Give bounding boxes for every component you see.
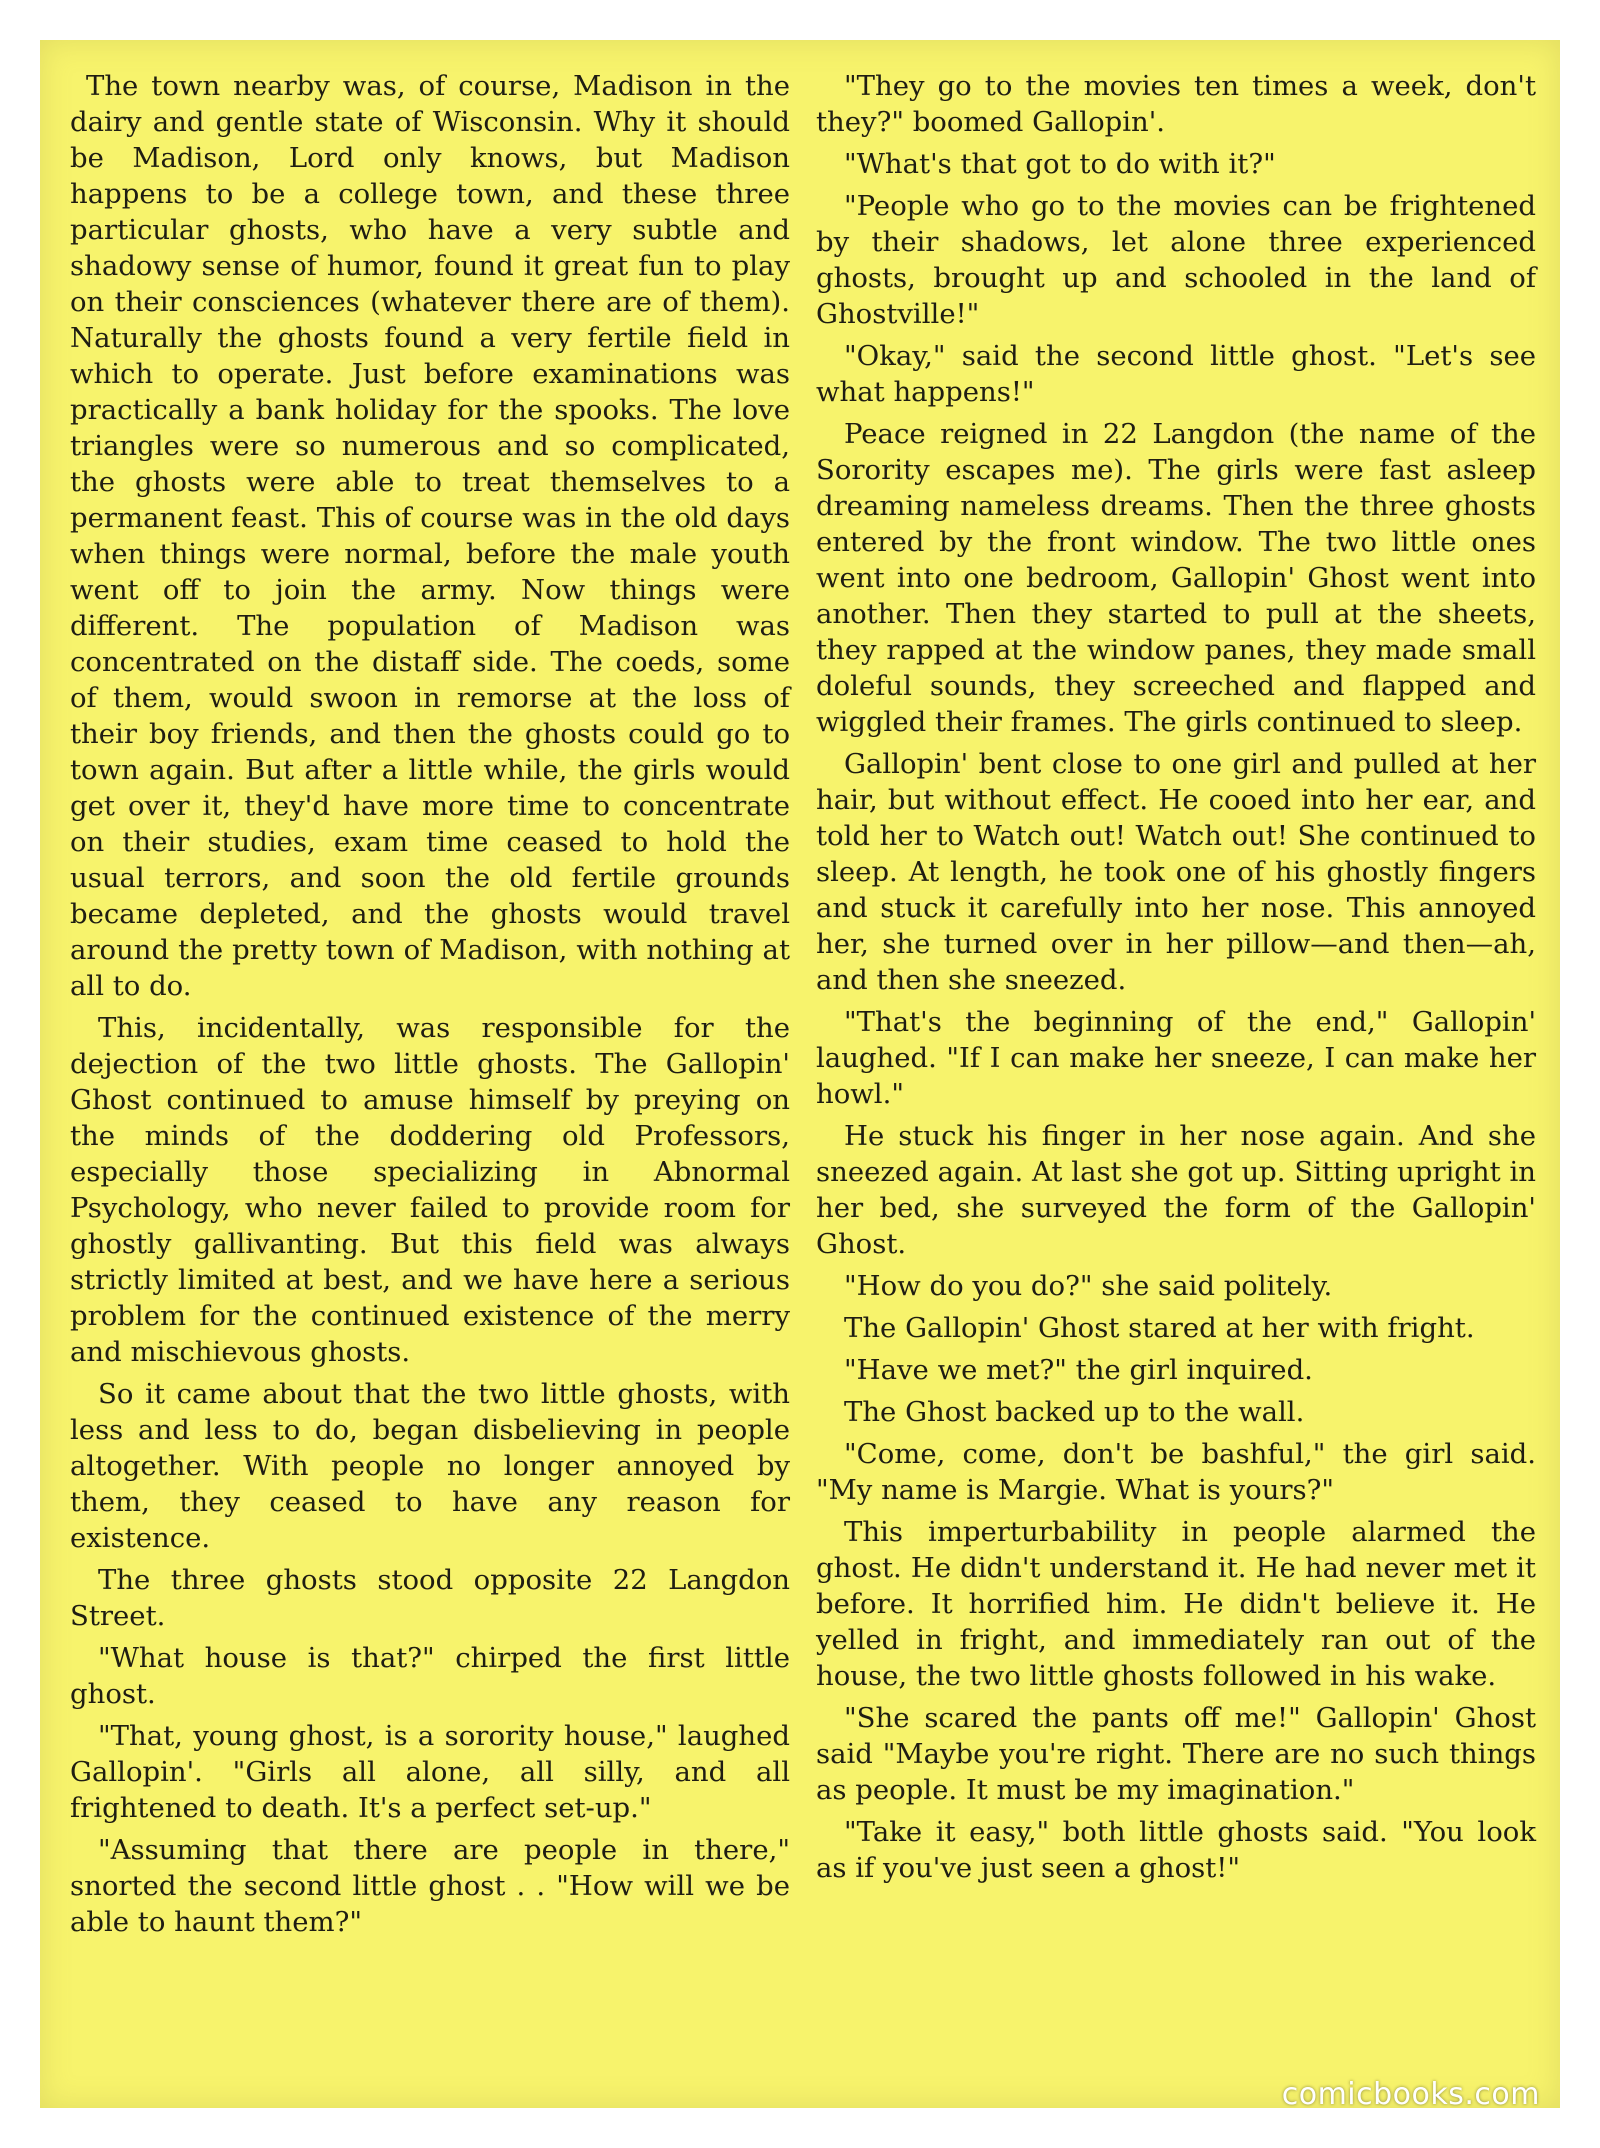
paragraph: The three ghosts stood opposite 22 Langdon Street. (70, 1564, 790, 1632)
paragraph: "That's the beginning of the end," Gallopin' laughed. "If I can make her sneeze, I can make her howl." (816, 1006, 1536, 1110)
paragraph: The Gallopin' Ghost stared at her with fright. (844, 1312, 1475, 1344)
left-text-column (70, 68, 790, 1946)
paragraph: So it came about that the two little ghosts, with less and less to do, began disbelieving in people altogether. With people no longer annoyed by them, they ceased to have any reason for existence. (70, 1378, 790, 1554)
paragraph: This imperturbability in people alarmed the ghost. He didn't understand it. He had never met it before. It horrified him. He didn't believe it. He yelled in fright, and immediately ran out of the house, the two little ghosts followed in his wake. (816, 1516, 1536, 1692)
story-page (40, 40, 1560, 2108)
right-text-column (816, 68, 1536, 1892)
paragraph: Gallopin' bent close to one girl and pulled at her hair, but without effect. He cooed into her ear, and told her to Watch out! Watch out! She continued to sleep. At length, he took one of his ghostly fingers and stuck it carefully into her nose. This annoyed her, she turned over in her pillow—and then—ah, and then she sneezed. (816, 748, 1536, 996)
paragraph: This, incidentally, was responsible for the dejection of the two little ghosts. The Gallopin' Ghost continued to amuse himself by preying on the minds of the doddering old Professors, especially those specializing in Abnormal Psychology, who never failed to provide room for ghostly gallivanting. But this field was always strictly limited at best, and we have here a serious problem for the continued existence of the merry and mischievous ghosts. (70, 1012, 790, 1368)
paragraph: "What's that got to do with it?" (844, 148, 1276, 180)
paragraph: The town nearby was, of course, Madison in the dairy and gentle state of Wisconsin. Why it should be Madison, Lord only knows, but Madison happens to be a college town, and these three particular ghosts, who have a very subtle and shadowy sense of humor, found it great fun to play on their consciences (whatever there are of them). Naturally the ghosts found a very fertile field in which to operate. Just before examinations was practically a bank holiday for the spooks. The love triangles were so numerous and so complicated, the ghosts were able to treat themselves to a permanent feast. This of course was in the old days when things were normal, before the male youth went off to join the army. Now things were different. The population of Madison was concentrated on the distaff side. The coeds, some of them, would swoon in remorse at the loss of their boy friends, and then the ghosts could go to town again. But after a little while, the girls would get over it, they'd have more time to concentrate on their studies, exam time ceased to hold the usual terrors, and soon the old fertile grounds became depleted, and the ghosts would travel around the pretty town of Madison, with nothing at all to do. (70, 70, 790, 1002)
paragraph: "They go to the movies ten times a week, don't they?" boomed Gallopin'. (816, 70, 1536, 138)
paragraph: "She scared the pants off me!" Gallopin' Ghost said "Maybe you're right. There are no such things as people. It must be my imagination." (816, 1702, 1536, 1806)
paragraph: "How do you do?" she said politely. (844, 1270, 1333, 1302)
paragraph: "Assuming that there are people in there," snorted the second little ghost . . "How will we be able to haunt them?" (70, 1834, 790, 1938)
paragraph: "That, young ghost, is a sorority house," laughed Gallopin'. "Girls all alone, all silly, and all frightened to death. It's a perfect set-up." (70, 1720, 790, 1824)
paragraph: "What house is that?" chirped the first little ghost. (70, 1642, 790, 1710)
paragraph: "Have we met?" the girl inquired. (844, 1354, 1313, 1386)
paragraph: "People who go to the movies can be frightened by their shadows, let alone three experienced ghosts, brought up and schooled in the land of Ghostville!" (816, 190, 1536, 330)
paragraph: The Ghost backed up to the wall. (844, 1396, 1305, 1428)
paragraph: "Okay," said the second little ghost. "Let's see what happens!" (816, 340, 1536, 408)
paragraph: He stuck his finger in her nose again. And she sneezed again. At last she got up. Sitting upright in her bed, she surveyed the form of the Gallopin' Ghost. (816, 1120, 1536, 1260)
paragraph: "Come, come, don't be bashful," the girl said. "My name is Margie. What is yours?" (816, 1438, 1536, 1506)
paragraph: "Take it easy," both little ghosts said. "You look as if you've just seen a ghost!" (816, 1816, 1536, 1884)
site-watermark: comicbooks.com (1281, 2077, 1540, 2112)
paragraph: Peace reigned in 22 Langdon (the name of the Sorority escapes me). The girls were fast asleep dreaming nameless dreams. Then the three ghosts entered by the front window. The two little ones went into one bedroom, Gallopin' Ghost went into another. Then they started to pull at the sheets, they rapped at the window panes, they made small doleful sounds, they screeched and flapped and wiggled their frames. The girls continued to sleep. (816, 418, 1536, 738)
